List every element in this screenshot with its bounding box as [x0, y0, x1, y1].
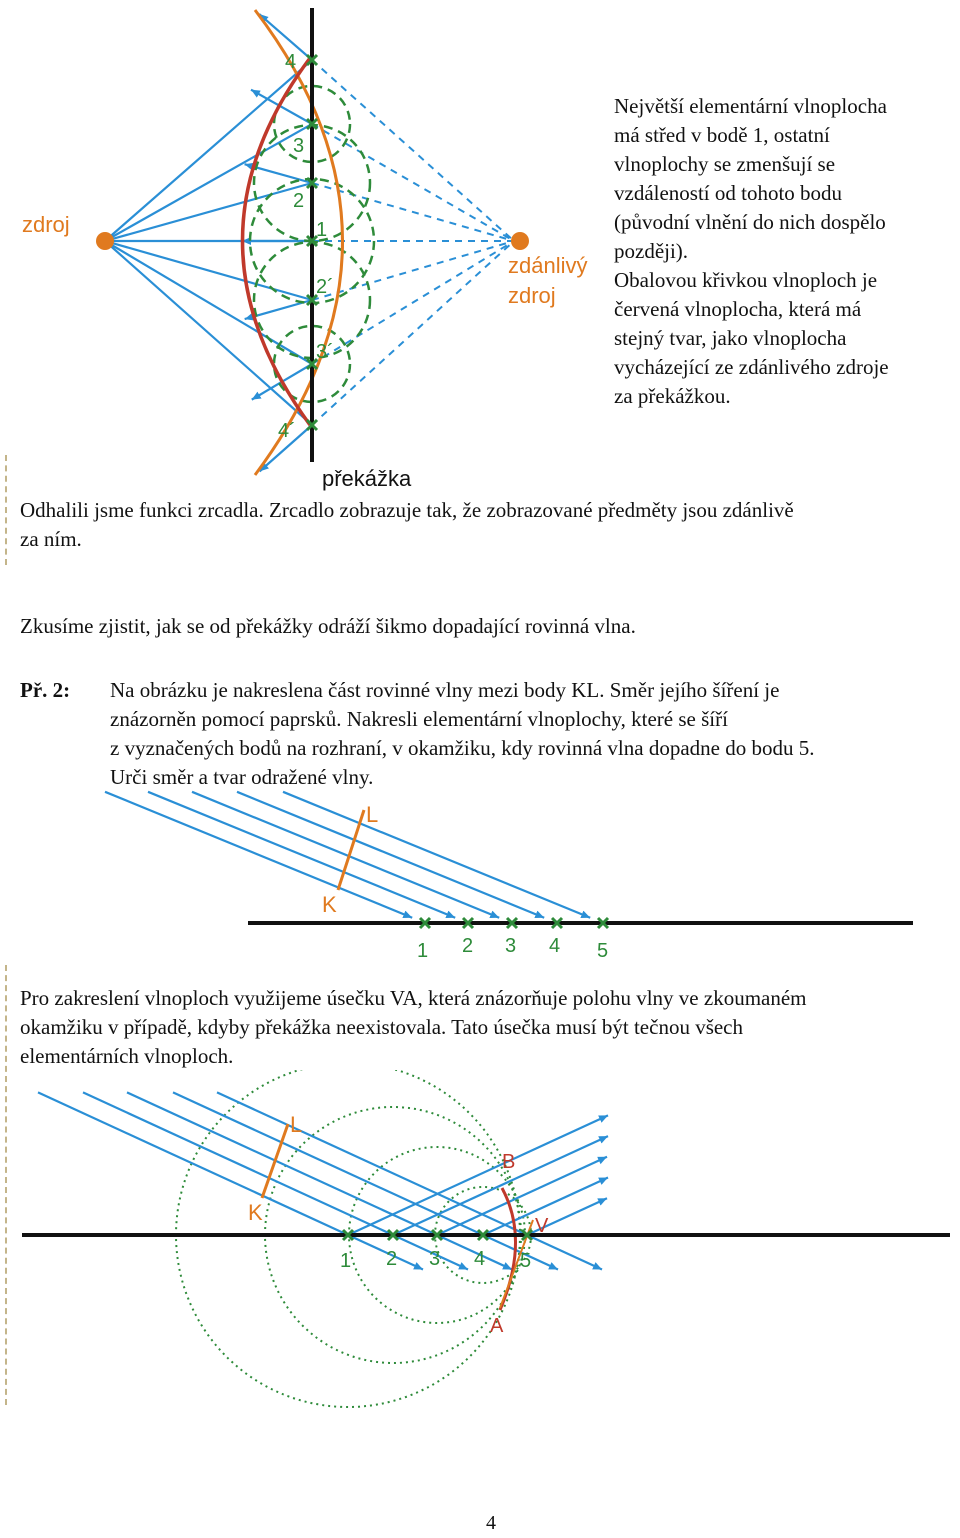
- page-number: 4: [486, 1512, 496, 1534]
- side-line: Obalovou křivkou vlnoploch je: [614, 268, 878, 292]
- example-line: Urči směr a tvar odražené vlny.: [110, 765, 374, 789]
- side-line: červená vlnoplocha, která má: [614, 297, 862, 321]
- point-label-3: 3: [429, 1248, 441, 1270]
- side-line: vycházející ze zdánlivého zdroje: [614, 355, 889, 379]
- incident-ray: [192, 792, 499, 918]
- point-label-4: 4: [549, 935, 561, 957]
- example-text: [110, 676, 955, 792]
- obstacle-label: překážka: [322, 466, 412, 491]
- side-line: později).: [614, 239, 689, 263]
- source-label: zdroj: [22, 212, 70, 237]
- point-label-1: 1: [417, 940, 429, 962]
- transmitted-ray: [527, 1235, 602, 1270]
- incident-ray: [127, 1092, 437, 1235]
- incident-ray: [237, 792, 544, 918]
- virtual-source-label-2: zdroj: [508, 283, 556, 308]
- reflected-ray: [437, 1157, 607, 1235]
- reflected-ray: [393, 1136, 608, 1235]
- side-line: vlnoplochy se zmenšují se: [614, 152, 836, 176]
- figure-mirror-reflection: [0, 0, 600, 495]
- point-label-4prime: 4´: [278, 420, 296, 442]
- label-L: L: [290, 1112, 303, 1137]
- para-line: Odhalili jsme funkci zrcadla. Zrcadlo zobrazuje tak, že zobrazované předměty jsou zdánlivě: [20, 498, 794, 522]
- side-line: má střed v bodě 1, ostatní: [614, 123, 830, 147]
- point-label-3: 3: [293, 135, 305, 157]
- point-label-5: 5: [520, 1250, 532, 1272]
- example-line: Na obrázku je nakreslena část rovinné vlny mezi body KL. Směr jejího šíření je: [110, 678, 780, 702]
- point-label-4: 4: [474, 1248, 486, 1270]
- point-label-4: 4: [285, 51, 297, 73]
- incident-rays: [105, 792, 590, 918]
- para-line: elementárních vlnoploch.: [20, 1044, 234, 1068]
- point-label-2: 2: [462, 935, 474, 957]
- point-label-3: 3: [505, 935, 517, 957]
- incident-ray: [105, 60, 312, 241]
- figure-reflected-wave: [0, 1070, 960, 1415]
- paragraph-oblique-wave: Zkusíme zjistit, jak se od překážky odráží šikmo dopadající rovinná vlna.: [20, 614, 636, 638]
- point-label-1: 1: [316, 219, 328, 241]
- figure-plane-wave: [0, 780, 960, 970]
- label-V: V: [535, 1215, 549, 1237]
- side-explanation: [614, 92, 954, 411]
- label-K: K: [322, 892, 337, 917]
- side-line: stejný tvar, jako vlnoplocha: [614, 326, 847, 350]
- point-label-2: 2: [293, 190, 305, 212]
- label-L: L: [366, 802, 379, 827]
- point-label-5: 5: [597, 940, 609, 962]
- incident-ray: [105, 241, 312, 364]
- incident-ray: [148, 792, 455, 918]
- side-line: za překážkou.: [614, 384, 731, 408]
- side-line: Největší elementární vlnoplocha: [614, 94, 887, 118]
- incident-ray: [105, 241, 312, 425]
- virtual-source-dot: [511, 232, 529, 250]
- para-line: Pro zakreslení vlnoploch využijeme úsečku VA, která znázorňuje polohu vlny ve zkoumaném: [20, 986, 807, 1010]
- label-B: B: [502, 1151, 516, 1173]
- source-dot: [96, 232, 114, 250]
- side-line: (původní vlnění do nich dospělo: [614, 210, 886, 234]
- wavelet-circle: [176, 1070, 520, 1407]
- example-label: Př. 2:: [20, 678, 71, 702]
- label-A: A: [490, 1315, 504, 1337]
- virtual-source-label-1: zdánlivý: [508, 253, 588, 278]
- point-label-3prime: 3´: [316, 341, 334, 363]
- paragraph-mirror: [20, 496, 955, 554]
- example-line: znázorněn pomocí paprsků. Nakresli elementární vlnoplochy, které se šíří: [110, 707, 728, 731]
- point-label-1: 1: [340, 1250, 352, 1272]
- incident-ray: [217, 1092, 527, 1235]
- para-line: okamžiku v případě, kdyby překážka neexistovala. Tato úsečka musí být tečnou všech: [20, 1015, 744, 1039]
- incident-and-reflected-rays: [38, 1092, 608, 1269]
- incident-ray: [83, 1092, 393, 1235]
- paragraph-VA: [20, 984, 960, 1071]
- incident-ray: [105, 124, 312, 241]
- reflected-ray: [251, 90, 312, 124]
- point-label-2prime: 2´: [316, 276, 334, 298]
- para-line: za ním.: [20, 527, 82, 551]
- incident-ray: [173, 1092, 483, 1235]
- incident-rays: [105, 14, 312, 471]
- point-label-2: 2: [386, 1248, 398, 1270]
- example-line: z vyznačených bodů na rozhraní, v okamžiku, kdy rovinná vlna dopadne do bodu 5.: [110, 736, 815, 760]
- label-K: K: [248, 1200, 263, 1225]
- side-line: vzdáleností od tohoto bodu: [614, 181, 843, 205]
